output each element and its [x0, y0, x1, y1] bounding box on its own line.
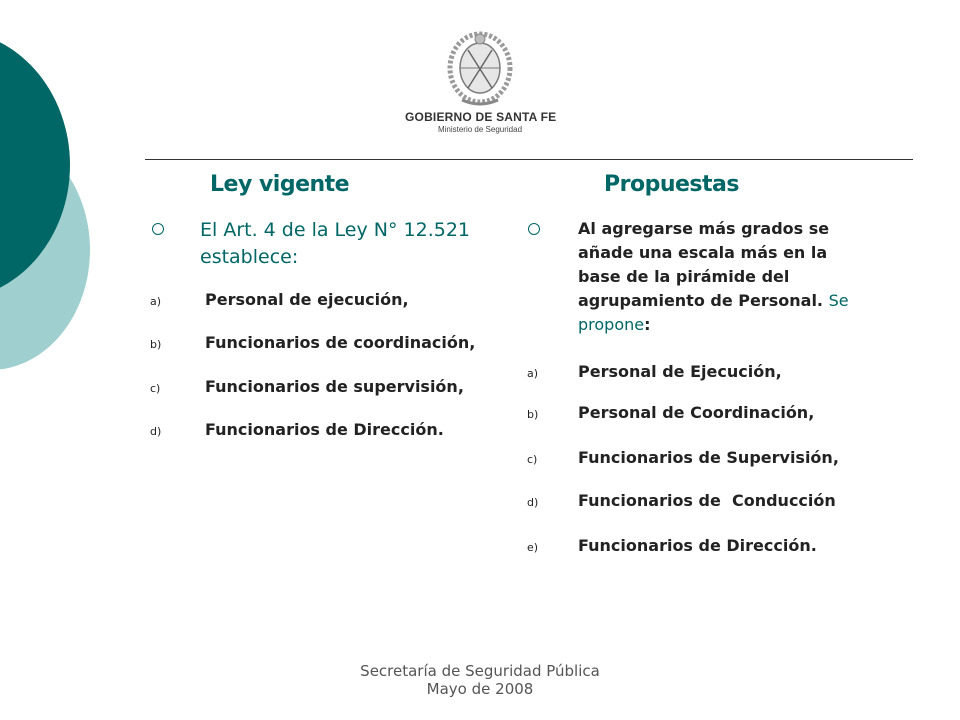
right-list-item	[527, 362, 782, 381]
left-intro-line: El Art. 4 de la Ley N° 12.521	[200, 219, 470, 241]
list-text: Personal de Ejecución,	[578, 362, 782, 381]
right-intro-accent: propone	[578, 315, 645, 334]
list-text: Funcionarios de Dirección.	[205, 420, 444, 439]
list-letter: d)	[527, 496, 539, 509]
right-list-item	[527, 491, 836, 510]
list-text: Personal de Coordinación,	[578, 403, 815, 422]
list-text: Funcionarios de Conducción	[578, 491, 836, 510]
right-intro-line	[578, 289, 849, 313]
right-intro-accent: Se	[828, 291, 849, 310]
left-intro-line: establece:	[200, 246, 299, 268]
right-intro-colon: :	[644, 315, 651, 334]
left-list-item	[150, 290, 409, 309]
right-intro-bullet	[528, 217, 849, 337]
list-letter: c)	[527, 453, 538, 466]
header-divider	[145, 159, 913, 160]
right-intro-line: añade una escala más en la	[578, 243, 828, 262]
right-intro-text	[578, 217, 849, 337]
right-column-heading: Propuestas	[604, 172, 739, 197]
right-intro-segment: agrupamiento de Personal.	[578, 291, 823, 310]
list-text: Funcionarios de Dirección.	[578, 536, 817, 555]
list-letter: a)	[150, 295, 162, 308]
left-list-item	[150, 333, 475, 352]
list-text: Funcionarios de coordinación,	[205, 333, 476, 352]
logo-title: GOBIERNO DE SANTA FE	[405, 110, 557, 124]
right-intro-line: base de la pirámide del	[578, 267, 790, 286]
right-intro-line	[578, 313, 849, 337]
right-list-item	[527, 448, 839, 467]
list-text: Funcionarios de supervisión,	[205, 377, 464, 396]
right-list-item	[527, 536, 817, 555]
circle-bullet-icon	[528, 223, 540, 235]
list-letter: b)	[150, 338, 162, 351]
left-list-item	[150, 377, 464, 396]
left-column-heading: Ley vigente	[210, 172, 350, 197]
coat-of-arms-icon	[440, 30, 520, 108]
list-text: Funcionarios de Supervisión,	[578, 448, 839, 467]
list-letter: e)	[527, 541, 539, 554]
logo-subtitle: Ministerio de Seguridad	[437, 125, 523, 134]
list-letter: d)	[150, 425, 162, 438]
footer	[0, 662, 960, 698]
list-letter: a)	[527, 367, 539, 380]
left-intro-bullet	[152, 217, 470, 271]
list-text: Personal de ejecución,	[205, 290, 409, 309]
government-logo	[405, 30, 555, 140]
footer-line: Secretaría de Seguridad Pública	[360, 662, 600, 680]
circle-bullet-icon	[152, 223, 164, 235]
left-list-item	[150, 420, 444, 439]
right-intro-line: Al agregarse más grados se	[578, 219, 830, 238]
left-intro-text	[200, 217, 470, 271]
right-list-item	[527, 403, 814, 422]
list-letter: c)	[150, 382, 161, 395]
list-letter: b)	[527, 408, 539, 421]
footer-line: Mayo de 2008	[426, 680, 534, 698]
